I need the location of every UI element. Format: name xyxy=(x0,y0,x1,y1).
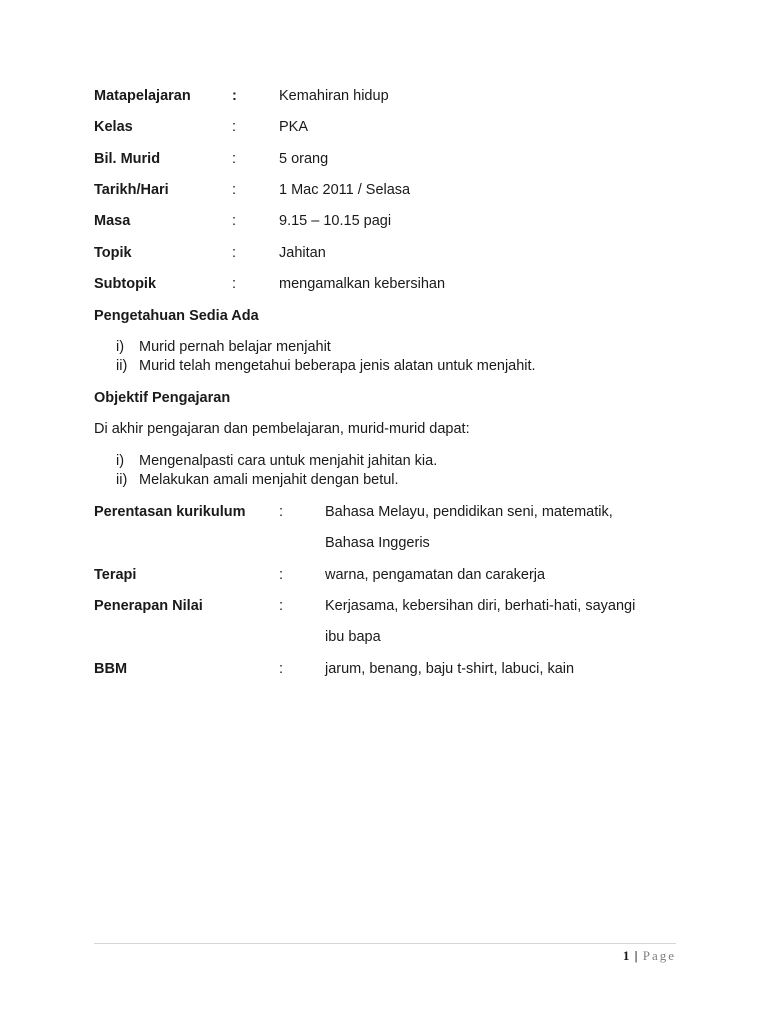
field-separator: : xyxy=(279,661,284,677)
field-value-bil-murid: 5 orang xyxy=(279,151,329,167)
footer-divider xyxy=(94,943,676,944)
field-label-bil-murid: Bil. Murid xyxy=(94,151,161,167)
field-label-perentasan-kurikulum: Perentasan kurikulum xyxy=(94,504,246,520)
field-value-matapelajaran: Kemahiran hidup xyxy=(279,88,389,104)
list-item-number: ii) xyxy=(116,472,128,488)
field-label-kelas: Kelas xyxy=(94,119,133,135)
objectives-intro: Di akhir pengajaran dan pembelajaran, murid-murid dapat: xyxy=(94,421,470,437)
field-label-bbm: BBM xyxy=(94,661,128,677)
list-item-text: Melakukan amali menjahit dengan betul. xyxy=(139,472,399,488)
field-separator: : xyxy=(232,276,237,292)
page-word: Page xyxy=(642,948,676,963)
field-label-subtopik: Subtopik xyxy=(94,276,157,292)
field-value-terapi: warna, pengamatan dan carakerja xyxy=(325,567,546,583)
field-value-topik: Jahitan xyxy=(279,245,326,261)
list-item-text: Murid pernah belajar menjahit xyxy=(139,339,331,355)
field-label-penerapan-nilai: Penerapan Nilai xyxy=(94,598,203,614)
field-separator: : xyxy=(232,182,237,198)
field-separator: : xyxy=(232,151,237,167)
field-value-masa: 9.15 – 10.15 pagi xyxy=(279,213,392,229)
list-item-number: ii) xyxy=(116,358,128,374)
field-label-masa: Masa xyxy=(94,213,131,229)
field-separator: : xyxy=(279,504,284,520)
field-value-tarikh-hari: 1 Mac 2011 / Selasa xyxy=(279,182,411,198)
field-label-tarikh-hari: Tarikh/Hari xyxy=(94,182,169,198)
field-label-matapelajaran: Matapelajaran xyxy=(94,88,191,104)
list-item-number: i) xyxy=(116,339,125,355)
page-number: 1 xyxy=(622,948,631,963)
field-separator: : xyxy=(232,213,237,229)
field-separator: : xyxy=(279,598,284,614)
field-value-penerapan-nilai: Kerjasama, kebersihan diri, berhati-hati, sayangi xyxy=(325,598,636,614)
section-heading-objectives: Objektif Pengajaran xyxy=(94,390,231,406)
field-value-continuation: Bahasa Inggeris xyxy=(325,535,430,551)
field-value-bbm: jarum, benang, baju t-shirt, labuci, kain xyxy=(325,661,575,677)
page-footer xyxy=(623,948,676,964)
field-label-topik: Topik xyxy=(94,245,132,261)
field-label-terapi: Terapi xyxy=(94,567,137,583)
list-item-text: Murid telah mengetahui beberapa jenis alatan untuk menjahit. xyxy=(139,358,536,374)
list-item-text: Mengenalpasti cara untuk menjahit jahitan kia. xyxy=(139,453,438,469)
field-separator: : xyxy=(232,88,237,104)
field-value-continuation: ibu bapa xyxy=(325,629,381,645)
field-separator: : xyxy=(232,119,237,135)
field-value-kelas: PKA xyxy=(279,119,309,135)
field-separator: : xyxy=(279,567,284,583)
list-item-number: i) xyxy=(116,453,125,469)
section-heading-prior-knowledge: Pengetahuan Sedia Ada xyxy=(94,308,259,324)
field-value-subtopik: mengamalkan kebersihan xyxy=(279,276,446,292)
field-value-perentasan-kurikulum: Bahasa Melayu, pendidikan seni, matematik, xyxy=(325,504,613,520)
field-separator: : xyxy=(232,245,237,261)
footer-separator: | xyxy=(634,948,639,963)
